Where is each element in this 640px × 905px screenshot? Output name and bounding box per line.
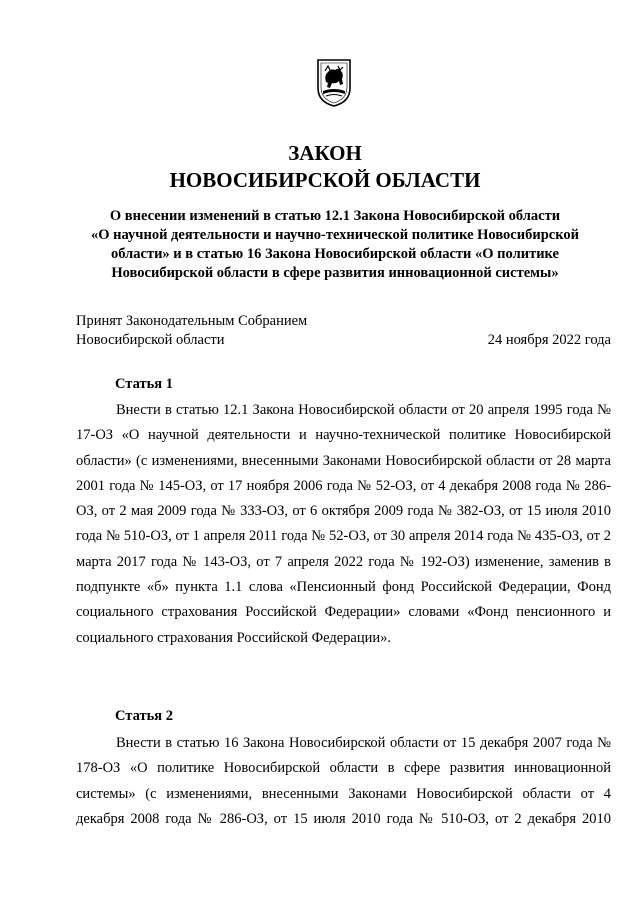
article-2-heading: Статья 2 — [115, 708, 173, 724]
subtitle-line-4: Новосибирской области в сфере развития инновационной системы» — [111, 265, 559, 281]
adoption-date: 24 ноября 2022 года — [487, 332, 611, 348]
subtitle-line-1: О внесении изменений в статью 12.1 Закона Новосибирской области — [109, 208, 561, 224]
subtitle-line-2: «О научной деятельности и научно-технической политике Новосибирской — [91, 227, 579, 243]
adoption-block — [76, 312, 611, 350]
adopted-by-line-1: Принят Законодательным Собранием — [76, 313, 308, 329]
title-line-1: ЗАКОН — [288, 141, 362, 165]
law-title — [0, 140, 640, 194]
novosibirsk-coat-of-arms-icon — [314, 58, 354, 108]
adopted-by-line-2: Новосибирской области — [76, 332, 225, 348]
title-line-2: НОВОСИБИРСКОЙ ОБЛАСТИ — [169, 168, 481, 192]
article-1-heading: Статья 1 — [115, 376, 173, 392]
subtitle-line-3: области» и в статью 16 Закона Новосибирской области «О политике — [111, 246, 559, 262]
article-2-text: Внести в статью 16 Закона Новосибирской области от 15 декабря 2007 года № 178-ОЗ «О политике Новосибирской области в сфере развития инновационной системы» (с изменениями, внесенными Законами Новосибирской области от 4 декабря 2008 года № 286-ОЗ, от 15 июля 2010 года № 510-ОЗ, от 2 декабря 2010 — [76, 735, 611, 827]
article-1-text: Внести в статью 12.1 Закона Новосибирской области от 20 апреля 1995 года № 17-ОЗ «О научной деятельности и научно-технической политике Новосибирской области» (с изменениями, внесенными Законами Новосибирской области от 28 марта 2001 года № 145-ОЗ, от 17 ноября 2006 года № 52-ОЗ, от 4 декабря 2008 года № 286-ОЗ, от 2 мая 2009 года № 333-ОЗ, от 6 октября 2009 года № 382-ОЗ, от 15 июля 2010 года № 510-ОЗ, от 1 апреля 2011 года № 52-ОЗ, от 30 апреля 2014 года № 435-ОЗ, от 2 марта 2017 года № 143-ОЗ, от 7 апреля 2022 года № 192-ОЗ) изменение, заменив в подпункте «б» пункта 1.1 слова «Пенсионный фонд Российской Федерации, Фонд социального страхования Российской Федерации» словами «Фонд пенсионного и социального страхования Российской Федерации». — [76, 402, 611, 646]
law-subtitle — [82, 207, 588, 283]
